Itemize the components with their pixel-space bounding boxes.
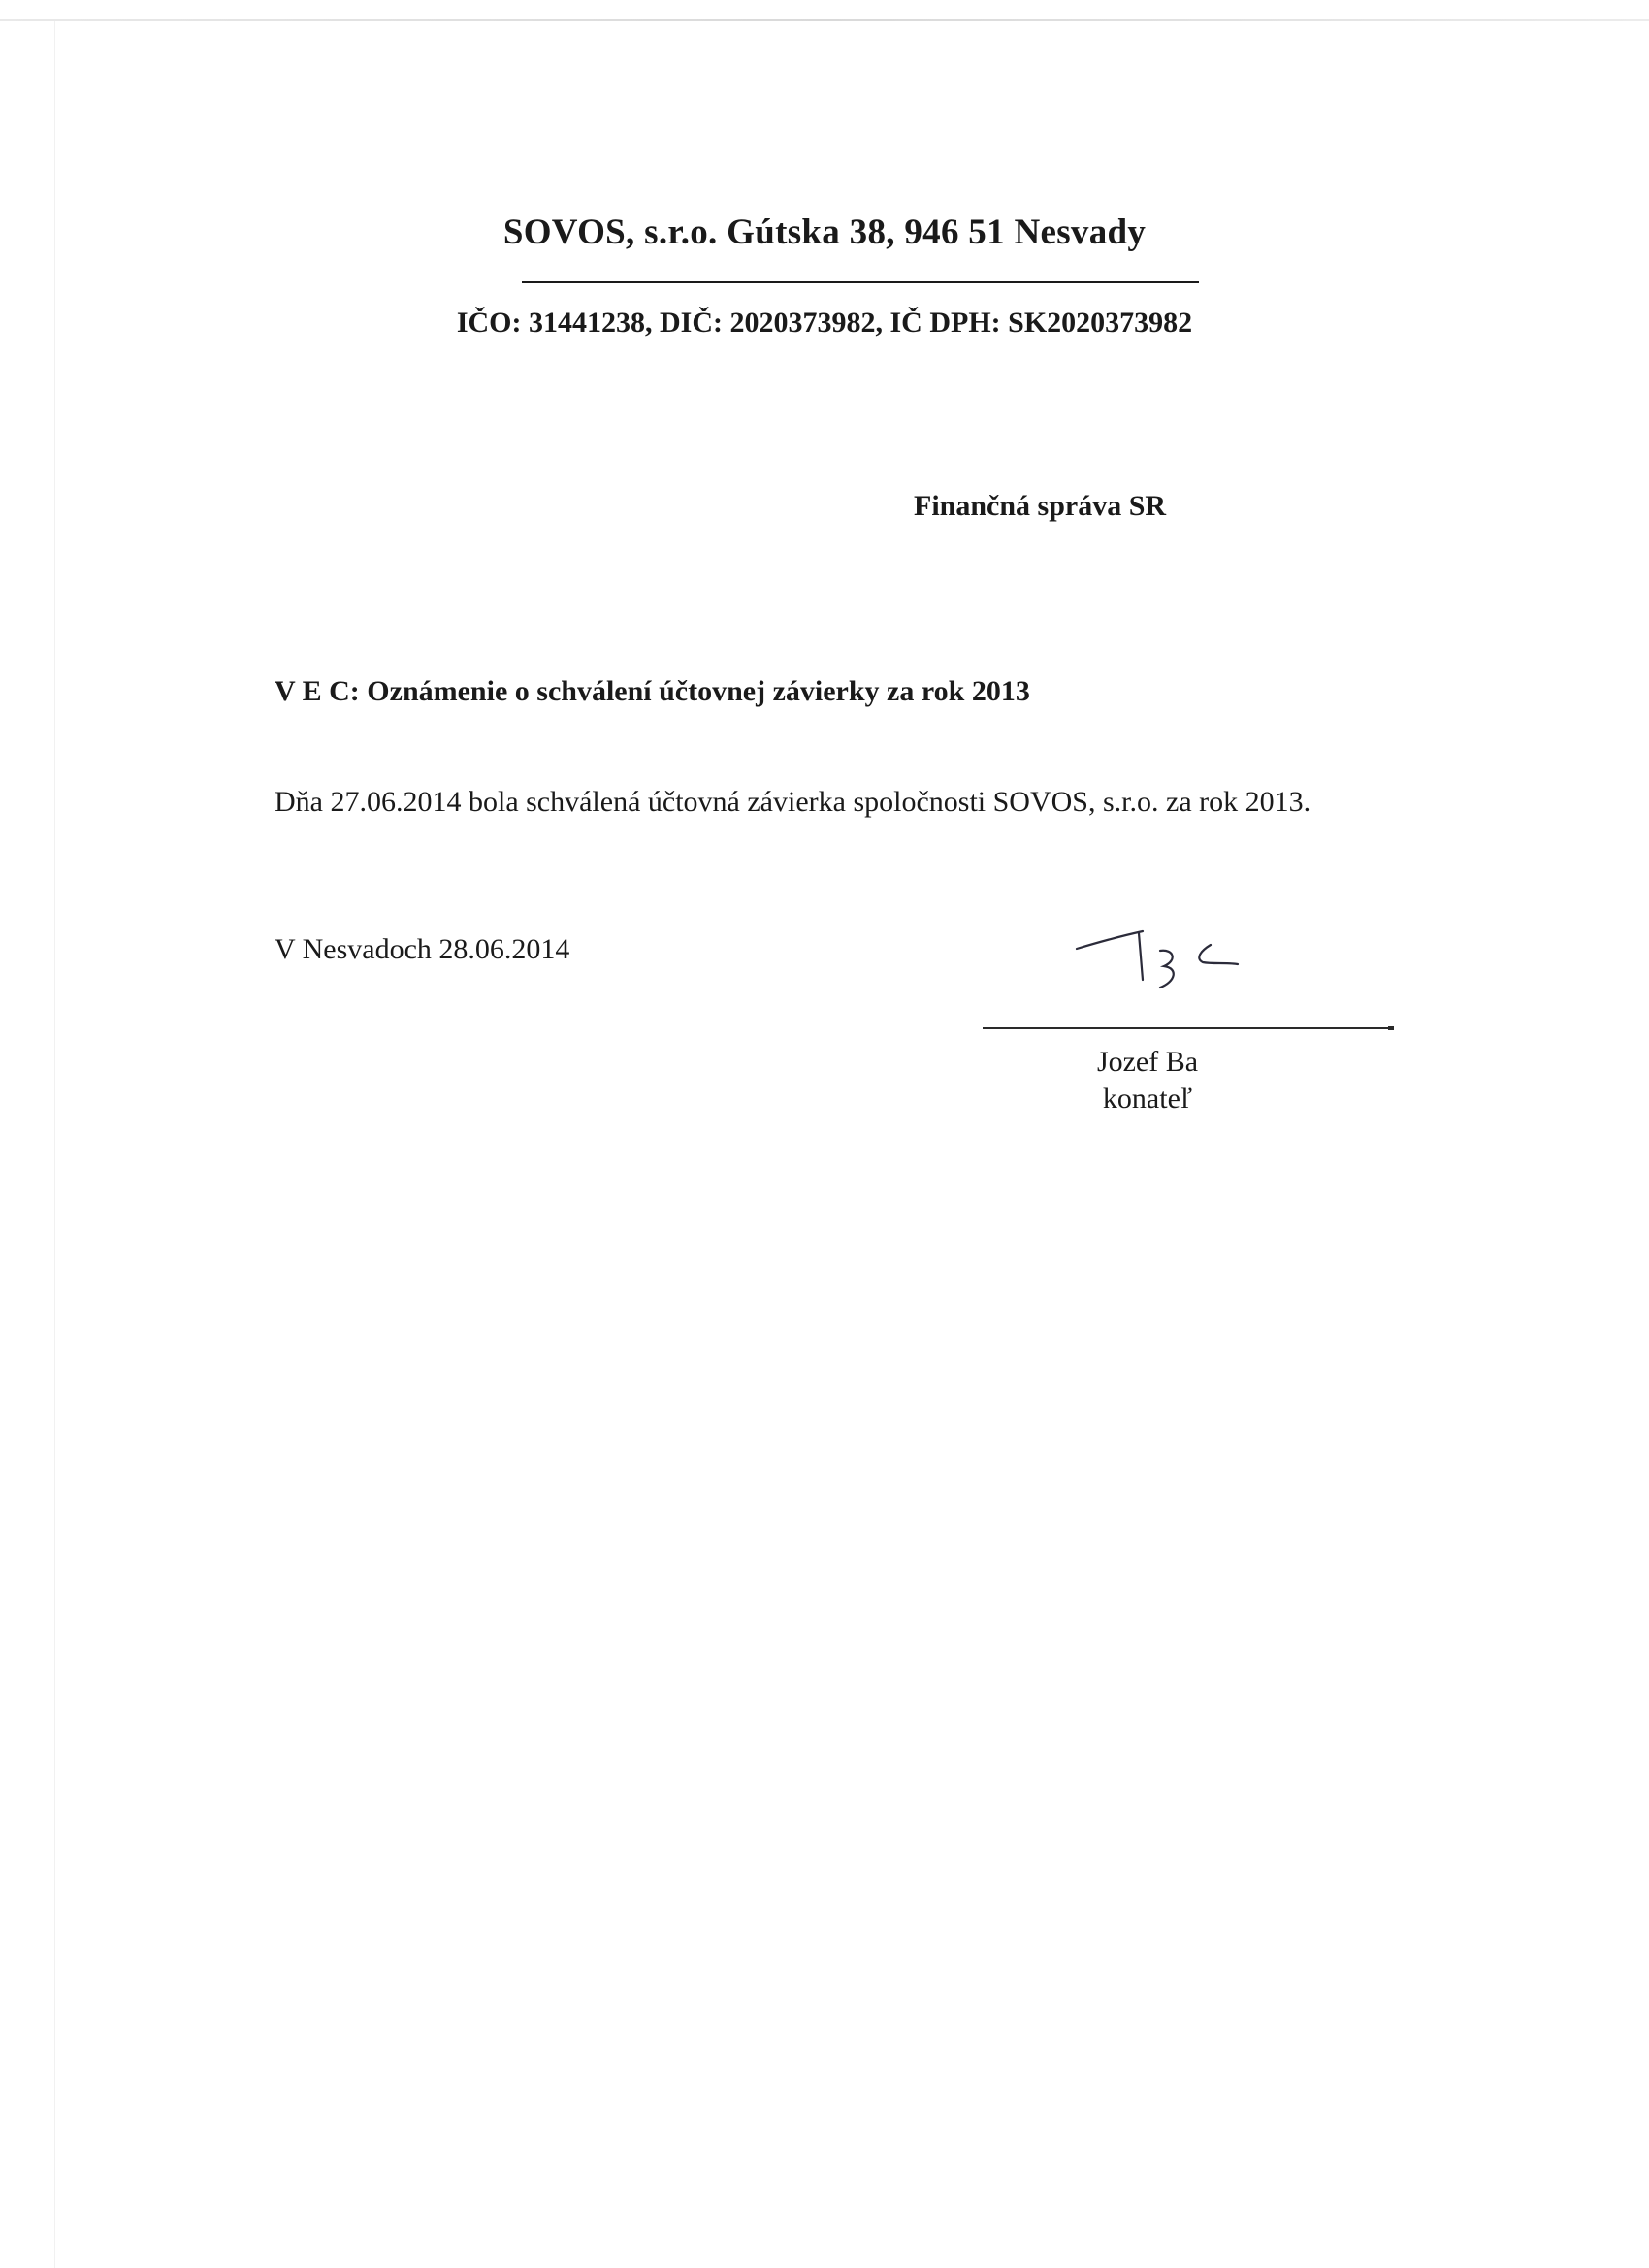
recipient: Finančná správa SR: [914, 490, 1167, 522]
scan-edge-left: [54, 21, 55, 2268]
signature-line-end: [1388, 1026, 1394, 1030]
handwritten-signature: [1067, 922, 1261, 1009]
signer-name: Jozef Ba: [1096, 1046, 1199, 1078]
company-identifiers: IČO: 31441238, DIČ: 2020373982, IČ DPH: SK2020373982: [456, 307, 1193, 339]
scan-edge-top: [0, 19, 1649, 21]
header-divider: [522, 281, 1199, 283]
subject-line: V E C: Oznámenie o schválení účtovnej závierky za rok 2013: [275, 675, 1030, 707]
place-and-date: V Nesvadoch 28.06.2014: [275, 933, 570, 965]
signer-role: konateľ: [1102, 1083, 1193, 1115]
signature-line: [983, 1027, 1390, 1029]
body-paragraph: Dňa 27.06.2014 bola schválená účtovná závierka spoločnosti SOVOS, s.r.o. za rok 2013.: [275, 786, 1311, 818]
company-header: SOVOS, s.r.o. Gútska 38, 946 51 Nesvady: [502, 212, 1147, 252]
